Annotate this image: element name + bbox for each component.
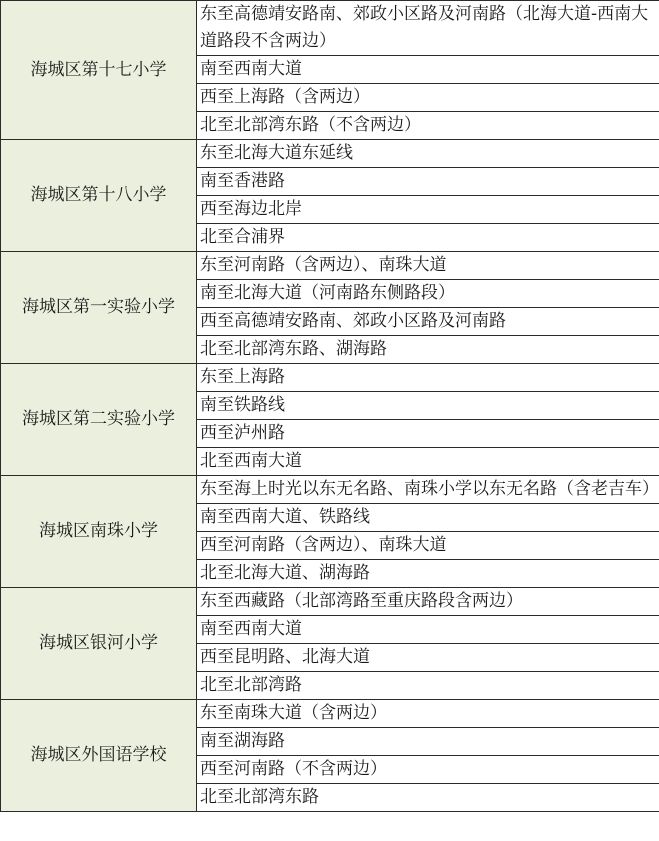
boundary-west: 西至河南路（不含两边） xyxy=(197,756,659,784)
boundary-south: 南至北海大道（河南路东侧路段） xyxy=(197,280,659,308)
table-row xyxy=(1,364,659,392)
table-row xyxy=(1,476,659,504)
school-name: 海城区南珠小学 xyxy=(1,476,197,588)
boundary-north: 北至西南大道 xyxy=(197,448,659,476)
boundary-north: 北至北部湾东路 xyxy=(197,784,659,812)
boundary-east: 东至西藏路（北部湾路至重庆路段含两边） xyxy=(197,588,659,616)
boundary-east: 东至河南路（含两边）、南珠大道 xyxy=(197,252,659,280)
school-name: 海城区第一实验小学 xyxy=(1,252,197,364)
boundary-west: 西至上海路（含两边） xyxy=(197,84,659,112)
boundary-west: 西至高德靖安路南、郊政小区路及河南路 xyxy=(197,308,659,336)
boundary-west: 西至河南路（含两边）、南珠大道 xyxy=(197,532,659,560)
school-name: 海城区银河小学 xyxy=(1,588,197,700)
boundary-east: 东至北海大道东延线 xyxy=(197,140,659,168)
boundary-west: 西至昆明路、北海大道 xyxy=(197,644,659,672)
boundary-east: 东至海上时光以东无名路、南珠小学以东无名路（含老吉车） xyxy=(197,476,659,504)
boundary-south: 南至铁路线 xyxy=(197,392,659,420)
school-name: 海城区第十七小学 xyxy=(1,1,197,140)
table-row xyxy=(1,140,659,168)
table-row xyxy=(1,700,659,728)
boundary-west: 西至泸州路 xyxy=(197,420,659,448)
boundary-south: 南至西南大道、铁路线 xyxy=(197,504,659,532)
boundary-south: 南至西南大道 xyxy=(197,616,659,644)
school-name: 海城区外国语学校 xyxy=(1,700,197,812)
boundary-south: 南至湖海路 xyxy=(197,728,659,756)
boundary-south: 南至香港路 xyxy=(197,168,659,196)
boundary-north: 北至北海大道、湖海路 xyxy=(197,560,659,588)
boundary-north: 北至北部湾东路、湖海路 xyxy=(197,336,659,364)
table-row xyxy=(1,588,659,616)
boundary-north: 北至北部湾路 xyxy=(197,672,659,700)
boundary-north: 北至北部湾东路（不含两边） xyxy=(197,112,659,140)
boundary-north: 北至合浦界 xyxy=(197,224,659,252)
boundary-west: 西至海边北岸 xyxy=(197,196,659,224)
school-name: 海城区第十八小学 xyxy=(1,140,197,252)
boundary-south: 南至西南大道 xyxy=(197,56,659,84)
boundary-east: 东至南珠大道（含两边） xyxy=(197,700,659,728)
table-row xyxy=(1,252,659,280)
table-row xyxy=(1,1,659,56)
boundary-east: 东至高德靖安路南、郊政小区路及河南路（北海大道-西南大道路段不含两边） xyxy=(197,1,659,56)
boundary-east: 东至上海路 xyxy=(197,364,659,392)
school-name: 海城区第二实验小学 xyxy=(1,364,197,476)
